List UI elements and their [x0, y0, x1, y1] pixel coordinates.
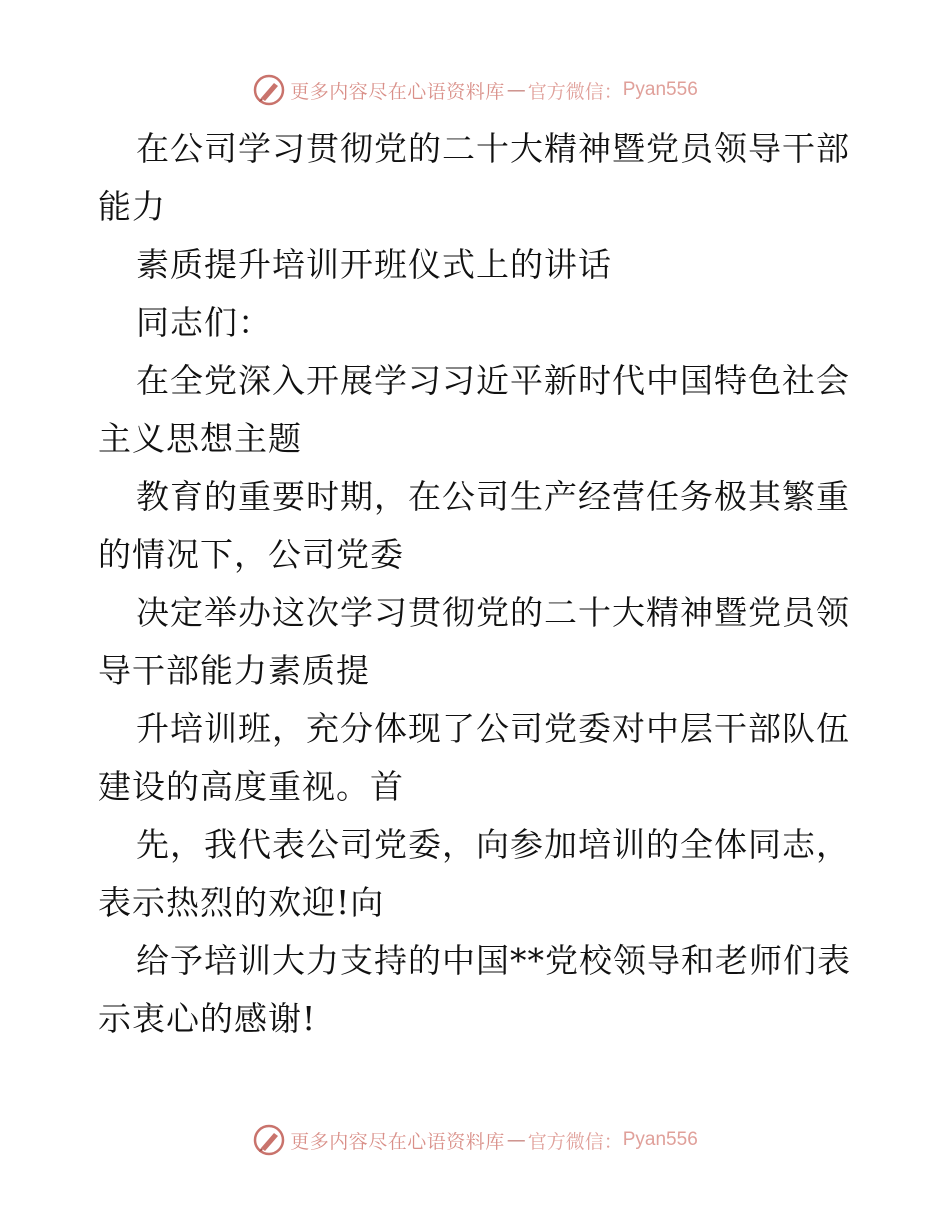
watermark-wechat-id: Pyan556	[622, 79, 698, 100]
title-line-1: 在公司学习贯彻党的二十大精神暨党员领导干部能力	[98, 129, 850, 226]
body-paragraph: 决定举办这次学习贯彻党的二十大精神暨党员领导干部能力素质提	[98, 593, 850, 690]
watermark-dash: —	[506, 79, 526, 101]
pen-logo-icon	[252, 1123, 286, 1157]
watermark-label: 官方微信：	[527, 1130, 623, 1153]
body-paragraph: 先，我代表公司党委，向参加培训的全体同志，表示热烈的欢迎!向	[98, 825, 850, 922]
document-body	[98, 120, 858, 1048]
watermark-brand: 更多内容尽在心语资料库	[290, 80, 505, 103]
footer-watermark	[0, 1120, 950, 1160]
watermark-label: 官方微信：	[527, 80, 623, 103]
body-paragraph: 教育的重要时期，在公司生产经营任务极其繁重的情况下，公司党委	[98, 477, 850, 574]
watermark-dash: —	[506, 1129, 526, 1151]
watermark-wechat-id: Pyan556	[622, 1129, 698, 1150]
header-watermark	[0, 70, 950, 110]
title-line-2: 素质提升培训开班仪式上的讲话	[136, 245, 612, 284]
body-paragraph: 在全党深入开展学习习近平新时代中国特色社会主义思想主题	[98, 361, 850, 458]
watermark-brand: 更多内容尽在心语资料库	[290, 1130, 505, 1153]
body-paragraph: 给予培训大力支持的中国**党校领导和老师们表示衷心的感谢!	[98, 941, 851, 1038]
body-paragraph: 升培训班，充分体现了公司党委对中层干部队伍建设的高度重视。首	[98, 709, 850, 806]
pen-logo-icon	[252, 73, 286, 107]
salutation: 同志们：	[136, 303, 272, 342]
